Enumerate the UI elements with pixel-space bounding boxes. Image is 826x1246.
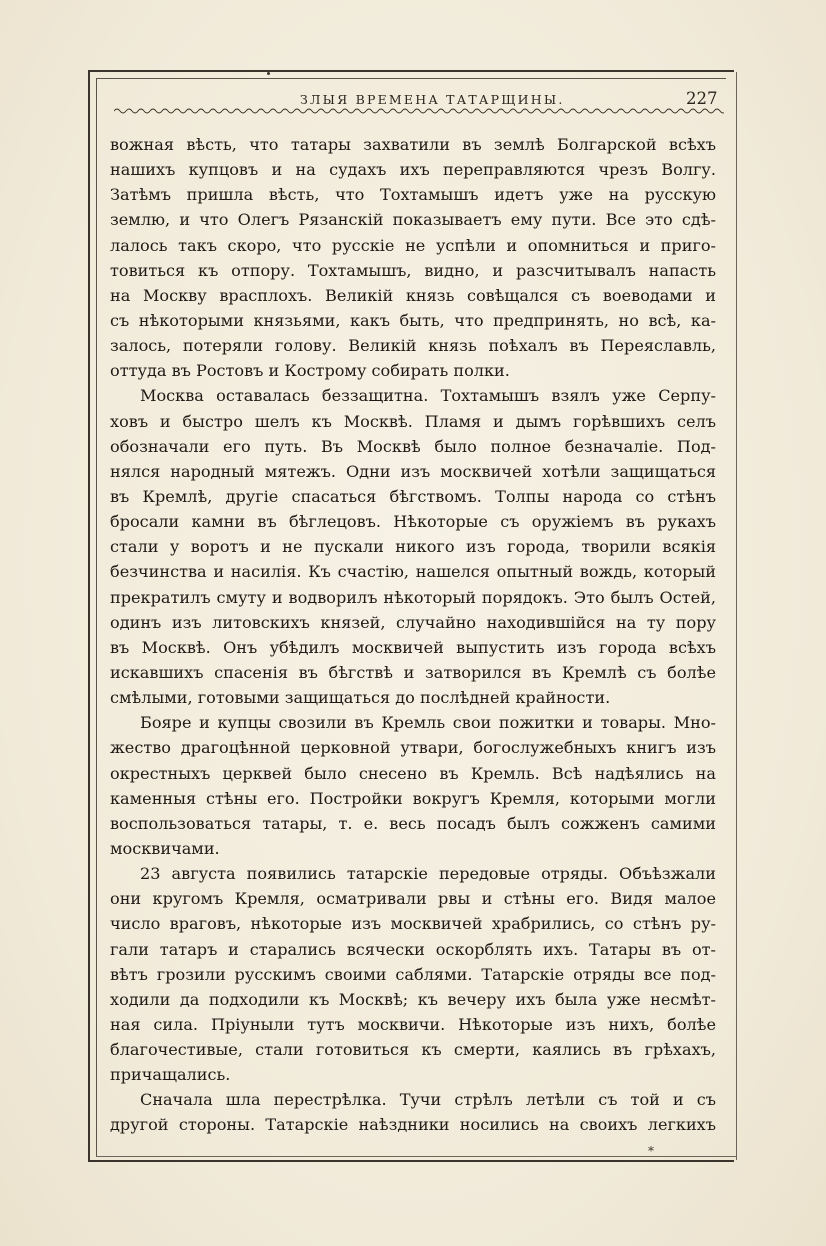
text-line: 23 августа появились татарскіе передовые отряды. Объѣзжали [140, 864, 716, 884]
text-line: съ нѣкоторыми князьями, какъ быть, что предпринять, но всѣ, ка- [110, 310, 716, 330]
text-line: москвичами. [110, 838, 220, 858]
running-head: ЗЛЫЯ ВРЕМЕНА ТАТАРЩИНЫ. [300, 92, 565, 107]
text-line: оттуда въ Ростовъ и Кострому собирать полки. [110, 361, 510, 381]
text-line: бросали камни въ бѣглецовъ. Нѣкоторые съ оружіемъ въ рукахъ [110, 512, 716, 532]
body-text [110, 132, 716, 1138]
ink-speck [267, 72, 270, 75]
text-line: каменныя стѣны его. Постройки вокругъ Кремля, которыми могли [110, 788, 716, 808]
text-line: въ Кремлѣ, другіе спасаться бѣгствомъ. Толпы народа со стѣнъ [110, 486, 716, 506]
text-line: Бояре и купцы свозили въ Кремль свои пожитки и товары. Мно- [140, 713, 716, 733]
text-line: они кругомъ Кремля, осматривали рвы и стѣны его. Видя малое [110, 889, 716, 909]
text-line: обозначали его путь. Въ Москвѣ было полное безначаліе. Под- [110, 436, 716, 456]
text-line: ная сила. Пріуныли тутъ москвичи. Нѣкоторые изъ нихъ, болѣе [110, 1014, 716, 1034]
text-line: нялся народный мятежъ. Одни изъ москвичей хотѣли защищаться [110, 461, 716, 481]
text-line: прекратилъ смуту и водворилъ нѣкоторый порядокъ. Это былъ Остей, [110, 587, 716, 607]
text-line: нашихъ купцовъ и на судахъ ихъ переправляются чрезъ Волгу. [110, 160, 716, 180]
text-line: Москва оставалась беззащитна. Тохтамышъ взялъ уже Серпу- [140, 386, 716, 406]
text-line: вожная вѣсть, что татары захватили въ землѣ Болгарской всѣхъ [110, 135, 716, 154]
wavy-divider [114, 106, 724, 116]
text-line: число враговъ, нѣкоторые изъ москвичей храбрились, со стѣнъ ру- [110, 914, 716, 934]
bottom-rule [96, 1156, 736, 1157]
text-line: воспользоваться татары, т. е. весь посадъ былъ сожженъ самими [110, 813, 716, 833]
text-line: гали татаръ и старались всячески оскорблять ихъ. Татары въ от- [110, 939, 716, 959]
text-line: окрестныхъ церквей было снесено въ Кремль. Всѣ надѣялись на [110, 763, 716, 783]
text-line: Сначала шла перестрѣлка. Тучи стрѣлъ летѣли съ той и съ [140, 1090, 716, 1110]
page-border-right [736, 72, 737, 1160]
text-line: другой стороны. Татарскіе наѣздники носились на своихъ легкихъ [110, 1115, 716, 1135]
text-line: на Москву врасплохъ. Великій князь совѣщался съ воеводами и [110, 285, 716, 305]
signature-mark: * [648, 1144, 654, 1158]
text-line: товиться къ отпору. Тохтамышъ, видно, и разсчитывалъ напасть [110, 260, 716, 280]
text-line: смѣлыми, готовыми защищаться до послѣдней крайности. [110, 688, 611, 708]
text-line: одинъ изъ литовскихъ князей, случайно находившійся на ту пору [110, 612, 716, 632]
text-line: залось, потеряли голову. Великій князь поѣхалъ въ Переяславль, [110, 336, 716, 356]
text-line: ходили да подходили къ Москвѣ; къ вечеру ихъ была уже несмѣт- [110, 989, 716, 1009]
text-line: въ Москвѣ. Онъ убѣдилъ москвичей выпустить изъ города всѣхъ [110, 637, 716, 657]
text-line: безчинства и насилія. Къ счастію, нашелся опытный вождь, который [110, 562, 716, 582]
text-line: стали у воротъ и не пускали никого изъ города, творили всякія [110, 537, 716, 557]
text-line: благочестивые, стали готовиться къ смерти, каялись въ грѣхахъ, [110, 1040, 716, 1060]
text-line: жество драгоцѣнной церковной утвари, богослужебныхъ книгъ изъ [110, 738, 716, 758]
text-line: землю, и что Олегъ Рязанскій показываетъ ему пути. Все это сдѣ- [110, 210, 716, 230]
text-line: искавшихъ спасенія въ бѣгствѣ и затворился въ Кремлѣ съ болѣе [110, 662, 716, 682]
text-line: ховъ и быстро шелъ къ Москвѣ. Пламя и дымъ горѣвшихъ селъ [110, 411, 716, 431]
text-line: причащались. [110, 1065, 231, 1085]
page-number: 227 [686, 89, 718, 108]
text-line: вѣтъ грозили русскимъ своими саблями. Татарскіе отряды все под- [110, 964, 716, 984]
text-line: лалось такъ скоро, что русскіе не успѣли и опомниться и приго- [110, 235, 716, 255]
text-line: Затѣмъ пришла вѣсть, что Тохтамышъ идетъ уже на русскую [110, 185, 716, 205]
